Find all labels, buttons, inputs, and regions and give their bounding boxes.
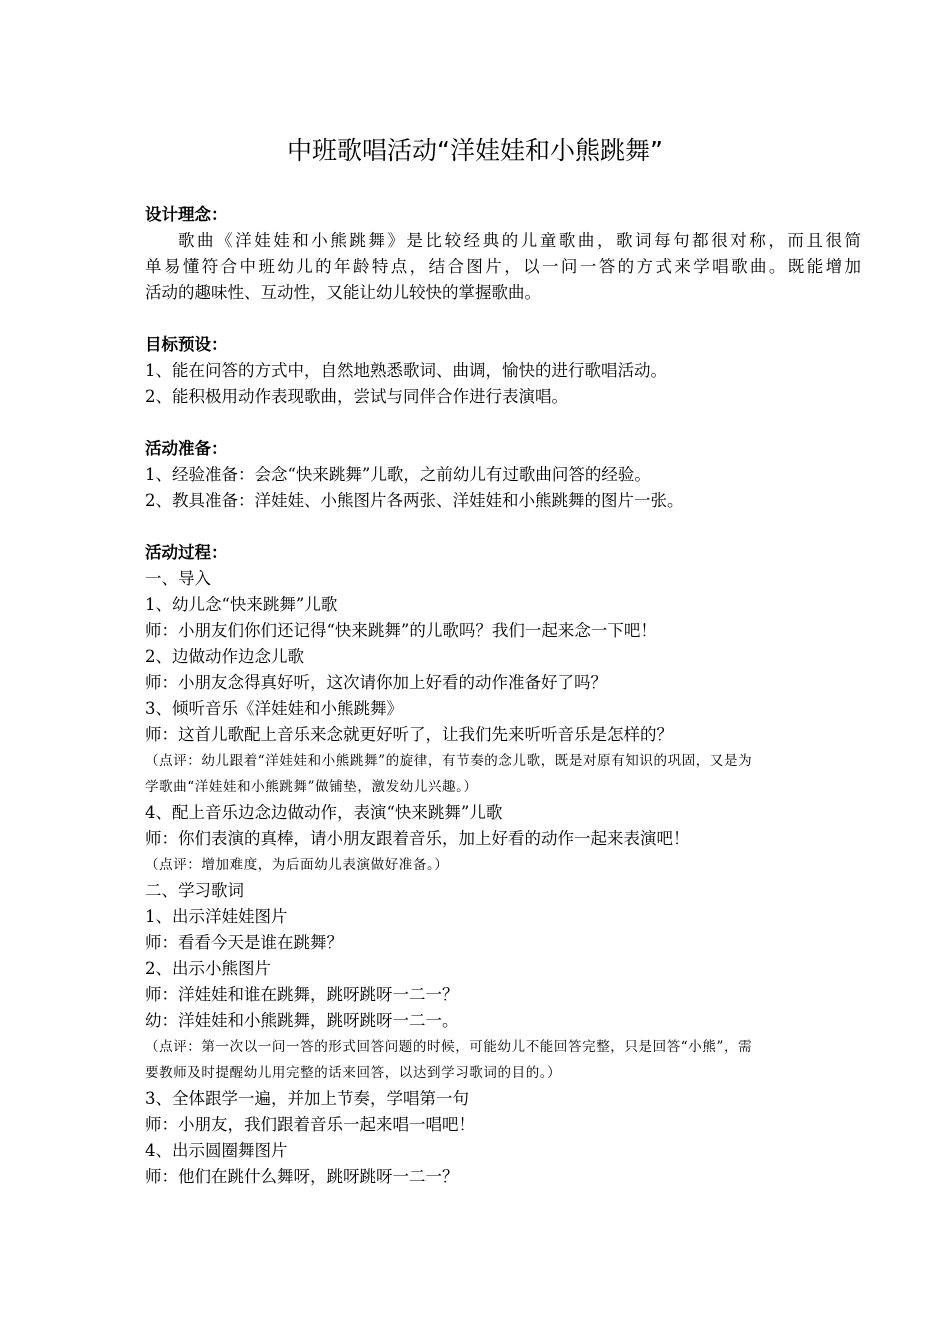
process-step: 3、倾听音乐《洋娃娃和小熊跳舞》: [145, 699, 403, 718]
process-dialogue: 师：他们在跳什么舞呀，跳呀跳呀一二一？: [145, 1167, 459, 1186]
goal-item: 1、能在问答的方式中，自然地熟悉歌词、曲调，愉快的进行歌唱活动。: [145, 361, 667, 380]
process-section-title: 一、导入: [145, 569, 211, 588]
process-comment: （点评：幼儿跟着“洋娃娃和小熊跳舞”的旋律，有节奏的念儿歌，既是对原有知识的巩固，又是为: [145, 753, 753, 769]
goals-heading: 目标预设：: [145, 335, 228, 354]
design-paragraph-line: 活动的趣味性、互动性，又能让幼儿较快的掌握歌曲。: [145, 283, 541, 302]
design-paragraph-line: 单易懂符合中班幼儿的年龄特点，结合图片，以一问一答的方式来学唱歌曲。既能增加: [145, 257, 861, 276]
process-comment: （点评：增加难度，为后面幼儿表演做好准备。）: [145, 857, 449, 873]
document-title: 中班歌唱活动“洋娃娃和小熊跳舞”: [287, 136, 663, 165]
process-step: 4、配上音乐边念边做动作，表演“快来跳舞”儿歌: [145, 803, 503, 822]
document-body: [145, 202, 861, 1190]
process-dialogue: 幼：洋娃娃和小熊跳舞，跳呀跳呀一二一。: [145, 1011, 459, 1030]
process-heading: 活动过程：: [145, 543, 228, 562]
process-step: 1、幼儿念“快来跳舞”儿歌: [145, 595, 338, 614]
process-step: 4、出示圆圈舞图片: [145, 1141, 288, 1160]
process-dialogue: 师：看看今天是谁在跳舞？: [145, 933, 343, 952]
process-dialogue: 师：小朋友念得真好听，这次请你加上好看的动作准备好了吗？: [145, 673, 607, 692]
process-dialogue: 师：小朋友们你们还记得“快来跳舞”的儿歌吗？我们一起来念一下吧！: [145, 621, 657, 640]
process-step: 2、边做动作边念儿歌: [145, 647, 304, 666]
process-dialogue: 师：洋娃娃和谁在跳舞，跳呀跳呀一二一？: [145, 985, 459, 1004]
goal-item: 2、能积极用动作表现歌曲，尝试与同伴合作进行表演唱。: [145, 387, 568, 406]
prep-heading: 活动准备：: [145, 439, 228, 458]
prep-item: 1、经验准备：会念“快来跳舞”儿歌，之前幼儿有过歌曲问答的经验。: [145, 465, 651, 484]
design-heading: 设计理念：: [145, 205, 228, 224]
process-comment: （点评：第一次以一问一答的形式回答问题的时候，可能幼儿不能回答完整，只是回答“小熊”，需: [145, 1039, 753, 1055]
prep-item: 2、教具准备：洋娃娃、小熊图片各两张、洋娃娃和小熊跳舞的图片一张。: [145, 491, 684, 510]
process-comment: 要教师及时提醒幼儿用完整的话来回答，以达到学习歌词的目的。）: [145, 1065, 562, 1081]
process-dialogue: 师：你们表演的真棒，请小朋友跟着音乐，加上好看的动作一起来表演吧！: [145, 829, 690, 848]
process-step: 2、出示小熊图片: [145, 959, 271, 978]
process-section-title: 二、学习歌词: [145, 881, 244, 900]
process-step: 3、全体跟学一遍，并加上节奏，学唱第一句: [145, 1089, 469, 1108]
process-step: 1、出示洋娃娃图片: [145, 907, 288, 926]
process-dialogue: 师：小朋友，我们跟着音乐一起来唱一唱吧！: [145, 1115, 475, 1134]
design-paragraph-line: 歌曲《洋娃娃和小熊跳舞》是比较经典的儿童歌曲，歌词每句都很对称，而且很简: [178, 231, 861, 250]
process-dialogue: 师：这首儿歌配上音乐来念就更好听了，让我们先来听听音乐是怎样的？: [145, 725, 673, 744]
process-comment: 学歌曲“洋娃娃和小熊跳舞”做铺垫，激发幼儿兴趣。）: [145, 779, 478, 795]
